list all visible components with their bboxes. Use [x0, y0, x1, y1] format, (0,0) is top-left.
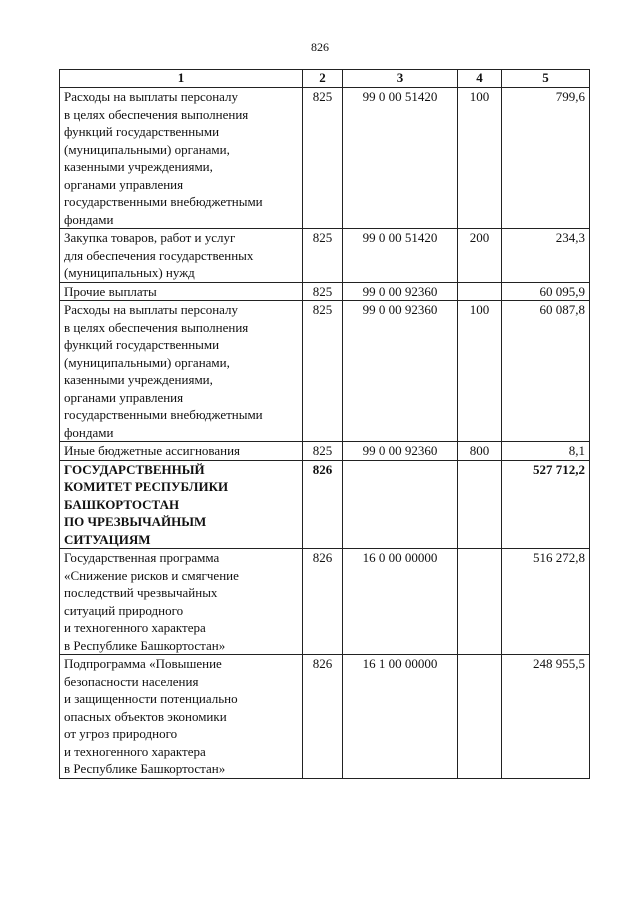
row-amount: 527 712,2 [502, 460, 590, 549]
row-name: Прочие выплаты [60, 282, 303, 301]
row-ministry-code: 826 [303, 655, 343, 779]
row-ministry-code: 825 [303, 301, 343, 442]
row-expense-type [458, 655, 502, 779]
row-expense-type: 200 [458, 229, 502, 283]
row-target-code: 99 0 00 92360 [343, 282, 458, 301]
row-name: ГОСУДАРСТВЕННЫЙ КОМИТЕТ РЕСПУБЛИКИ БАШКОРТОСТАН ПО ЧРЕЗВЫЧАЙНЫМ СИТУАЦИЯМ [60, 460, 303, 549]
table-row [60, 282, 590, 301]
row-expense-type: 100 [458, 301, 502, 442]
row-name: Подпрограмма «Повышение безопасности населения и защищенности потенциально опасных объектов экономики от угроз природного и техногенного характера в Республике Башкортостан» [60, 655, 303, 779]
row-name: Закупка товаров, работ и услуг для обеспечения государственных (муниципальных) нужд [60, 229, 303, 283]
row-expense-type [458, 460, 502, 549]
table-header-row [60, 70, 590, 88]
row-ministry-code: 825 [303, 229, 343, 283]
row-amount: 234,3 [502, 229, 590, 283]
header-col-5: 5 [502, 70, 590, 88]
row-amount: 60 087,8 [502, 301, 590, 442]
row-amount: 516 272,8 [502, 549, 590, 655]
row-name: Государственная программа «Снижение рисков и смягчение последствий чрезвычайных ситуаций природного и техногенного характера в Республике Башкортостан» [60, 549, 303, 655]
row-target-code: 16 0 00 00000 [343, 549, 458, 655]
row-amount: 60 095,9 [502, 282, 590, 301]
row-expense-type [458, 282, 502, 301]
row-target-code: 99 0 00 51420 [343, 88, 458, 229]
row-amount: 248 955,5 [502, 655, 590, 779]
table-row-committee [60, 460, 590, 549]
table-row [60, 301, 590, 442]
row-ministry-code: 825 [303, 88, 343, 229]
row-ministry-code: 826 [303, 549, 343, 655]
row-target-code: 99 0 00 92360 [343, 442, 458, 461]
page-number: 826 [311, 40, 329, 54]
row-expense-type [458, 549, 502, 655]
row-target-code: 99 0 00 92360 [343, 301, 458, 442]
row-ministry-code: 825 [303, 282, 343, 301]
row-name: Расходы на выплаты персоналу в целях обеспечения выполнения функций государственными (муниципальными) органами, казенными учреждениями, органами управления государственными внебюджетными фондами [60, 88, 303, 229]
header-col-3: 3 [343, 70, 458, 88]
row-target-code [343, 460, 458, 549]
table-row [60, 229, 590, 283]
row-amount: 799,6 [502, 88, 590, 229]
header-col-4: 4 [458, 70, 502, 88]
table-row [60, 655, 590, 779]
row-ministry-code: 825 [303, 442, 343, 461]
header-col-1: 1 [60, 70, 303, 88]
table-row [60, 549, 590, 655]
row-expense-type: 800 [458, 442, 502, 461]
row-name: Иные бюджетные ассигнования [60, 442, 303, 461]
row-target-code: 16 1 00 00000 [343, 655, 458, 779]
budget-table [59, 69, 590, 779]
row-target-code: 99 0 00 51420 [343, 229, 458, 283]
row-ministry-code: 826 [303, 460, 343, 549]
row-expense-type: 100 [458, 88, 502, 229]
table-row [60, 88, 590, 229]
header-col-2: 2 [303, 70, 343, 88]
table-row [60, 442, 590, 461]
row-name: Расходы на выплаты персоналу в целях обеспечения выполнения функций государственными (муниципальными) органами, казенными учреждениями, органами управления государственными внебюджетными фондами [60, 301, 303, 442]
row-amount: 8,1 [502, 442, 590, 461]
